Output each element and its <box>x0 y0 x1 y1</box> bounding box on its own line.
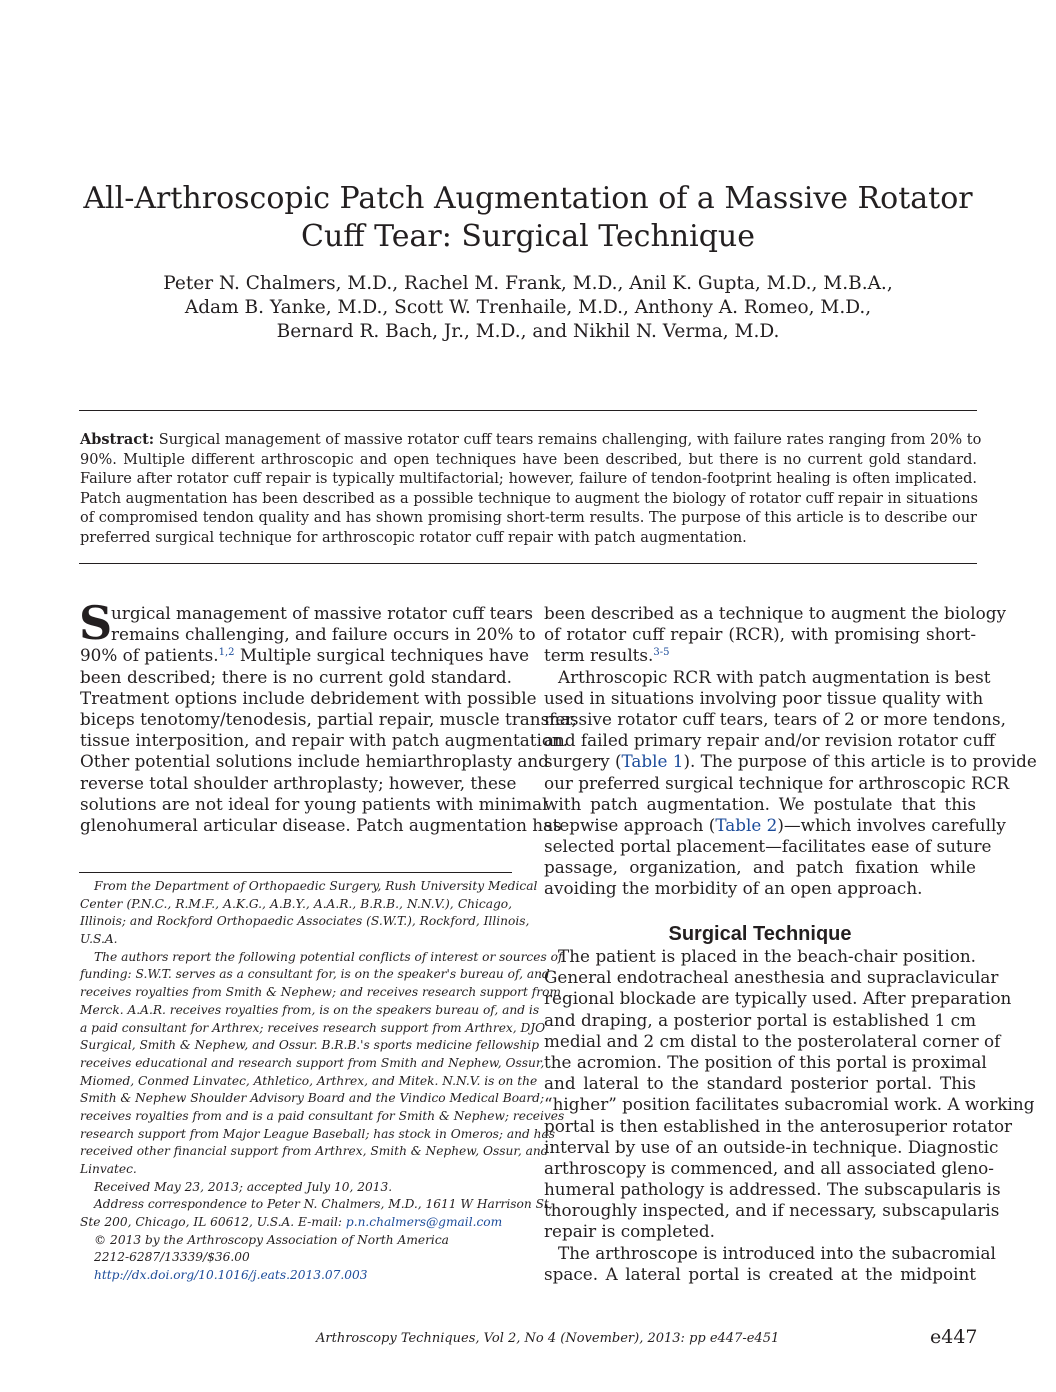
body-line: Other potential solutions include hemiarthroplasty and <box>80 751 549 772</box>
email-link[interactable]: p.n.chalmers@gmail.com <box>345 1215 503 1230</box>
footnote-line: funding: S.W.T. serves as a consultant for, is on the speaker's bureau of, and <box>80 967 550 982</box>
body-line: used in situations involving poor tissue quality with <box>544 687 984 708</box>
body-text: ). The purpose of this article is to provide <box>683 751 1037 772</box>
body-line: repair is completed. <box>544 1221 715 1242</box>
body-line: General endotracheal anesthesia and supraclavicular <box>544 967 999 988</box>
footnote-line: receives royalties from and is a paid consultant for Smith & Nephew; receives <box>80 1108 565 1123</box>
drop-cap: S <box>79 596 113 650</box>
abstract-line: Failure after rotator cuff repair is typically multifactorial; however, failure of tendon-footprint healing is often implicated. <box>80 471 977 488</box>
body-line: arthroscopy is commenced, and all associated gleno- <box>544 1157 994 1178</box>
abstract-line: of compromised tendon quality and has shown promising short-term results. The purpose of this article is to describe our <box>80 510 977 527</box>
body-line: been described as a technique to augment the biology <box>544 603 1006 623</box>
abstract-line: preferred surgical technique for arthroscopic rotator cuff repair with patch augmentation. <box>80 529 747 546</box>
footnote-line: Illinois; and Rockford Orthopaedic Associates (S.W.T.), Rockford, Illinois, <box>80 914 530 929</box>
table-2-link[interactable]: Table 2 <box>715 814 778 835</box>
author-line: Adam B. Yanke, M.D., Scott W. Trenhaile, M.D., Anthony A. Romeo, M.D., <box>184 297 872 318</box>
body-line: portal is then established in the anterosuperior rotator <box>544 1115 1013 1136</box>
abstract-bottom-rule <box>79 563 977 564</box>
body-line: “higher” position facilitates subacromial work. A working <box>544 1094 1035 1115</box>
abstract-line: Patch augmentation has been described as a possible technique to augment the biology of rotator cuff repair in situations <box>80 490 978 507</box>
abstract-line <box>80 430 982 451</box>
footnote-line: U.S.A. <box>80 932 118 947</box>
abstract-text: Surgical management of massive rotator cuff tears remains challenging, with failure rates ranging from 20% to <box>158 432 982 448</box>
footnote-line: Smith & Nephew Shoulder Advisory Board and the Vindico Medical Board; <box>80 1091 545 1106</box>
body-line: solutions are not ideal for young patients with minimal <box>80 793 548 814</box>
footnote-line: a paid consultant for Arthrex; receives research support from Arthrex, DJO <box>80 1020 546 1035</box>
abstract-line: 90%. Multiple different arthroscopic and open techniques have been described, but there is no current gold standard. <box>80 451 977 468</box>
footnote-line: Center (P.N.C., R.M.F., A.K.G., A.B.Y., A.A.R., B.R.B., N.N.V.), Chicago, <box>80 896 512 911</box>
footnote-line: Received May 23, 2013; accepted July 10, 2013. <box>94 1179 393 1194</box>
title-line: All-Arthroscopic Patch Augmentation of a Massive Rotator <box>83 181 973 216</box>
body-line: space. A lateral portal is created at the midpoint <box>544 1263 976 1284</box>
table-1-link[interactable]: Table 1 <box>621 751 684 772</box>
footnote-line: The authors report the following potential conflicts of interest or sources of <box>94 949 563 964</box>
body-line: The patient is placed in the beach-chair position. <box>558 946 976 966</box>
footnote-line: 2212-6287/13339/$36.00 <box>94 1250 250 1265</box>
footnote-line: Merck. A.A.R. receives royalties from, is on the speakers bureau of, and is <box>80 1002 540 1017</box>
footnote-line: receives royalties from Smith & Nephew; and receives research support from <box>80 985 561 1000</box>
footnote-line: Linvatec. <box>80 1162 137 1176</box>
footnote-line: From the Department of Orthopaedic Surgery, Rush University Medical <box>94 879 538 893</box>
body-line: medial and 2 cm distal to the posterolateral corner of <box>544 1030 1001 1051</box>
body-text: Multiple surgical techniques have <box>234 645 530 666</box>
body-text: stepwise approach ( <box>544 814 716 835</box>
footnote-line: research support from Major League Baseball; has stock in Omeros; and has <box>80 1126 556 1141</box>
body-line <box>544 645 976 666</box>
body-line: and draping, a posterior portal is established 1 cm <box>544 1009 976 1030</box>
body-line: of rotator cuff repair (RCR), with promising short- <box>544 624 976 645</box>
body-text: term results. <box>544 645 654 666</box>
footnote-line: Miomed, Conmed Linvatec, Athletico, Arthrex, and Mitek. N.N.V. is on the <box>80 1073 538 1088</box>
body-line: humeral pathology is addressed. The subscapularis is <box>544 1179 1001 1200</box>
body-line: with patch augmentation. We postulate that this <box>544 793 976 814</box>
body-line: our preferred surgical technique for arthroscopic RCR <box>544 772 1010 793</box>
footnotes <box>80 878 565 1285</box>
body-line: thoroughly inspected, and if necessary, subscapularis <box>544 1200 1000 1221</box>
body-text: surgery ( <box>544 751 622 772</box>
abstract <box>80 430 982 549</box>
footnote-text: Ste 200, Chicago, IL 60612, U.S.A. E-mail: <box>80 1215 346 1230</box>
body-line <box>80 645 530 666</box>
title-line: Cuff Tear: Surgical Technique <box>300 219 755 254</box>
footnote-line: Surgical, Smith & Nephew, and Ossur. B.R.B.'s sports medicine fellowship <box>80 1038 540 1053</box>
footnote-line: received other financial support from Arthrex, Smith & Nephew, Ossur, and <box>80 1144 549 1159</box>
body-line: reverse total shoulder arthroplasty; however, these <box>80 772 517 793</box>
body-line: biceps tenotomy/tenodesis, partial repair, muscle transfer, <box>80 708 577 729</box>
body-line: glenohumeral articular disease. Patch augmentation has <box>80 814 562 835</box>
running-footer: Arthroscopy Techniques, Vol 2, No 4 (November), 2013: pp e447-e451 <box>316 1331 780 1346</box>
footnote-line: © 2013 by the Arthroscopy Association of North America <box>94 1232 449 1247</box>
right-column-body <box>544 603 1037 900</box>
author-list <box>80 272 976 344</box>
body-line: been described; there is no current gold standard. <box>80 666 512 687</box>
body-line: avoiding the morbidity of an open approach. <box>544 878 923 899</box>
left-column-body <box>80 603 577 836</box>
page-number: e447 <box>930 1326 978 1348</box>
body-line: The arthroscope is introduced into the subacromial <box>558 1242 996 1263</box>
body-line: the acromion. The position of this portal is proximal <box>544 1051 987 1072</box>
body-text: 90% of patients. <box>80 645 219 666</box>
body-line: and lateral to the standard posterior portal. This <box>544 1073 976 1094</box>
body-line: Treatment options include debridement with possible <box>80 687 537 708</box>
body-line <box>544 751 1037 772</box>
body-line: regional blockade are typically used. After preparation <box>544 988 1012 1009</box>
body-line <box>544 814 1006 836</box>
author-line: Bernard R. Bach, Jr., M.D., and Nikhil N. Verma, M.D. <box>276 321 780 342</box>
abstract-label: Abstract: <box>80 431 155 448</box>
body-line: remains challenging, and failure occurs in 20% to <box>111 624 536 645</box>
body-text: )—which involves carefully <box>777 814 1006 835</box>
footnote-line <box>80 1214 512 1232</box>
body-line: Arthroscopic RCR with patch augmentation is best <box>558 666 991 687</box>
citation-ref[interactable]: 1,2 <box>218 647 235 659</box>
citation-ref[interactable]: 3-5 <box>653 647 670 659</box>
section-heading: Surgical Technique <box>668 923 852 945</box>
footnote-line: receives educational and research support from Smith and Nephew, Ossur, <box>80 1055 545 1070</box>
body-line: urgical management of massive rotator cuff tears <box>111 603 533 623</box>
body-line: and failed primary repair and/or revision rotator cuff <box>544 730 996 751</box>
body-line: massive rotator cuff tears, tears of 2 or more tendons, <box>544 708 1006 729</box>
body-line: selected portal placement—facilitates ease of suture <box>544 836 992 857</box>
footnote-line: Address correspondence to Peter N. Chalmers, M.D., 1611 W Harrison St, <box>94 1197 553 1212</box>
abstract-top-rule <box>79 410 977 411</box>
body-line: tissue interposition, and repair with patch augmentation. <box>80 730 569 751</box>
body-line: interval by use of an outside-in technique. Diagnostic <box>544 1136 999 1157</box>
author-line: Peter N. Chalmers, M.D., Rachel M. Frank, M.D., Anil K. Gupta, M.D., M.B.A., <box>163 273 893 294</box>
surgical-technique-body <box>544 946 1035 1285</box>
doi-link[interactable]: http://dx.doi.org/10.1016/j.eats.2013.07.003 <box>94 1268 368 1283</box>
footnote-rule <box>79 872 512 873</box>
body-line: passage, organization, and patch fixation while <box>544 857 976 878</box>
article-title <box>80 180 976 256</box>
